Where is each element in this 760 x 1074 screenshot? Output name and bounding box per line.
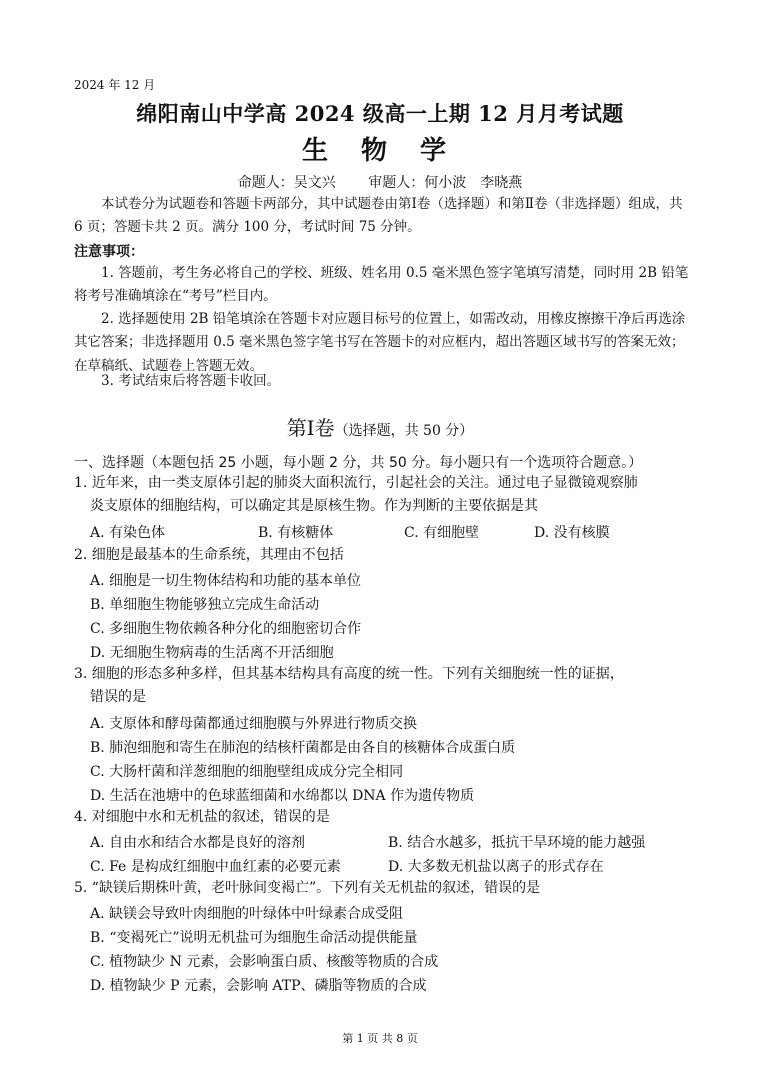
setter: 命题人：吴文兴 — [237, 175, 336, 191]
option-d: D. 生活在池塘中的色球蓝细菌和水绵都以 DNA 作为遗传物质 — [90, 788, 475, 804]
option-d: D. 没有核膜 — [534, 525, 610, 541]
question-stem-cont: 炎支原体的细胞结构，可以确定其是原核生物。作为判断的主要依据是其 — [90, 498, 538, 515]
question-2 — [74, 544, 694, 567]
option-b: B. 有核糖体 — [258, 525, 334, 541]
reviewer: 审题人：何小波 李晓燕 — [368, 175, 523, 191]
option-c: C. 有细胞壁 — [404, 525, 480, 541]
question-3 — [74, 663, 694, 710]
option-a: A. 缺镁会导致叶肉细胞的叶绿体中叶绿素合成受阻 — [90, 906, 404, 922]
question-5 — [74, 877, 694, 900]
exam-authors — [0, 172, 760, 192]
notice-item-2: 2. 选择题使用 2B 铅笔填涂在答题卡对应题目标号的位置上，如需改动，用橡皮擦擦干净后再选涂其它答案；非选择题用 0.5 毫米黑色签字笔书写在答题卡的对应框内，超出答题区域书写的答案无效；在草稿纸、试题卷上答题无效。 — [74, 311, 686, 374]
option-d: D. 大多数无机盐以离子的形式存在 — [388, 859, 604, 875]
option-b: B. 肺泡细胞和寄生在肺泡的结核杆菌都是由各自的核糖体合成蛋白质 — [90, 740, 516, 756]
option-b: B. 结合水越多，抵抗干旱环境的能力越强 — [388, 835, 646, 851]
option-a: A. 细胞是一切生物体结构和功能的基本单位 — [90, 573, 362, 589]
option-d: D. 无细胞生物病毒的生活离不开活细胞 — [90, 645, 334, 661]
question-1 — [74, 472, 694, 519]
notice-item-1: 1. 答题前，考生务必将自己的学校、班级、姓名用 0.5 毫米黑色签字笔填写清楚，同时用 2B 铅笔将考号准确填涂在“考号”栏目内。 — [74, 265, 689, 305]
section-sub: （选择题，共 50 分） — [334, 423, 474, 439]
question-stem: 2. 细胞是最基本的生命系统，其理由不包括 — [74, 547, 344, 563]
section-title — [0, 412, 760, 441]
page-footer: 第 1 页 共 8 页 — [342, 1032, 418, 1045]
exam-title: 绵阳南山中学高 2024 级高一上期 12 月月考试题 — [136, 101, 624, 126]
question-stem: 4. 对细胞中水和无机盐的叙述，错误的是 — [74, 809, 330, 825]
option-c: C. 多细胞生物依赖各种分化的细胞密切合作 — [90, 621, 362, 637]
question-4 — [74, 806, 694, 829]
option-c: C. Fe 是构成红细胞中血红素的必要元素 — [90, 859, 341, 875]
question-stem: 5. “缺镁后期株叶黄，老叶脉间变褐亡”。下列有关无机盐的叙述，错误的是 — [74, 880, 541, 896]
option-c: C. 大肠杆菌和洋葱细胞的细胞壁组成成分完全相同 — [90, 764, 404, 780]
option-a: A. 自由水和结合水都是良好的溶剂 — [90, 835, 306, 851]
question-stem: 3. 细胞的形态多种多样，但其基本结构具有高度的统一性。下列有关细胞统一性的证据， — [74, 666, 624, 682]
section-name: 第Ⅰ卷 — [286, 416, 335, 440]
question-stem-cont: 错误的是 — [90, 689, 146, 706]
question-stem: 1. 近年来，由一类支原体引起的肺炎大面积流行，引起社会的关注。通过电子显微镜观察肺 — [74, 475, 638, 491]
intro-paragraph: 本试卷分为试题卷和答题卡两部分，其中试题卷由第Ⅰ卷（选择题）和第Ⅱ卷（非选择题）组成，共 6 页；答题卡共 2 页。满分 100 分，考试时间 75 分钟。 — [74, 196, 683, 236]
exam-subject: 生 物 学 — [301, 136, 459, 166]
option-a: A. 支原体和酵母菌都通过细胞膜与外界进行物质交换 — [90, 716, 418, 732]
option-b: B. 单细胞生物能够独立完成生命活动 — [90, 597, 320, 613]
option-b: B. “变褐死亡”说明无机盐可为细胞生命活动提供能量 — [90, 930, 418, 946]
part-heading: 一、选择题（本题包括 25 小题，每小题 2 分，共 50 分。每小题只有一个选项符合题意。） — [74, 455, 643, 471]
option-c: C. 植物缺少 N 元素，会影响蛋白质、核酸等物质的合成 — [90, 954, 439, 970]
option-d: D. 植物缺少 P 元素，会影响 ATP、磷脂等物质的合成 — [90, 978, 427, 994]
exam-date: 2024 年 12 月 — [74, 78, 156, 92]
notice-item-3: 3. 考试结束后将答题卡收回。 — [101, 373, 281, 389]
notice-title: 注意事项： — [74, 244, 144, 260]
option-a: A. 有染色体 — [90, 525, 166, 541]
